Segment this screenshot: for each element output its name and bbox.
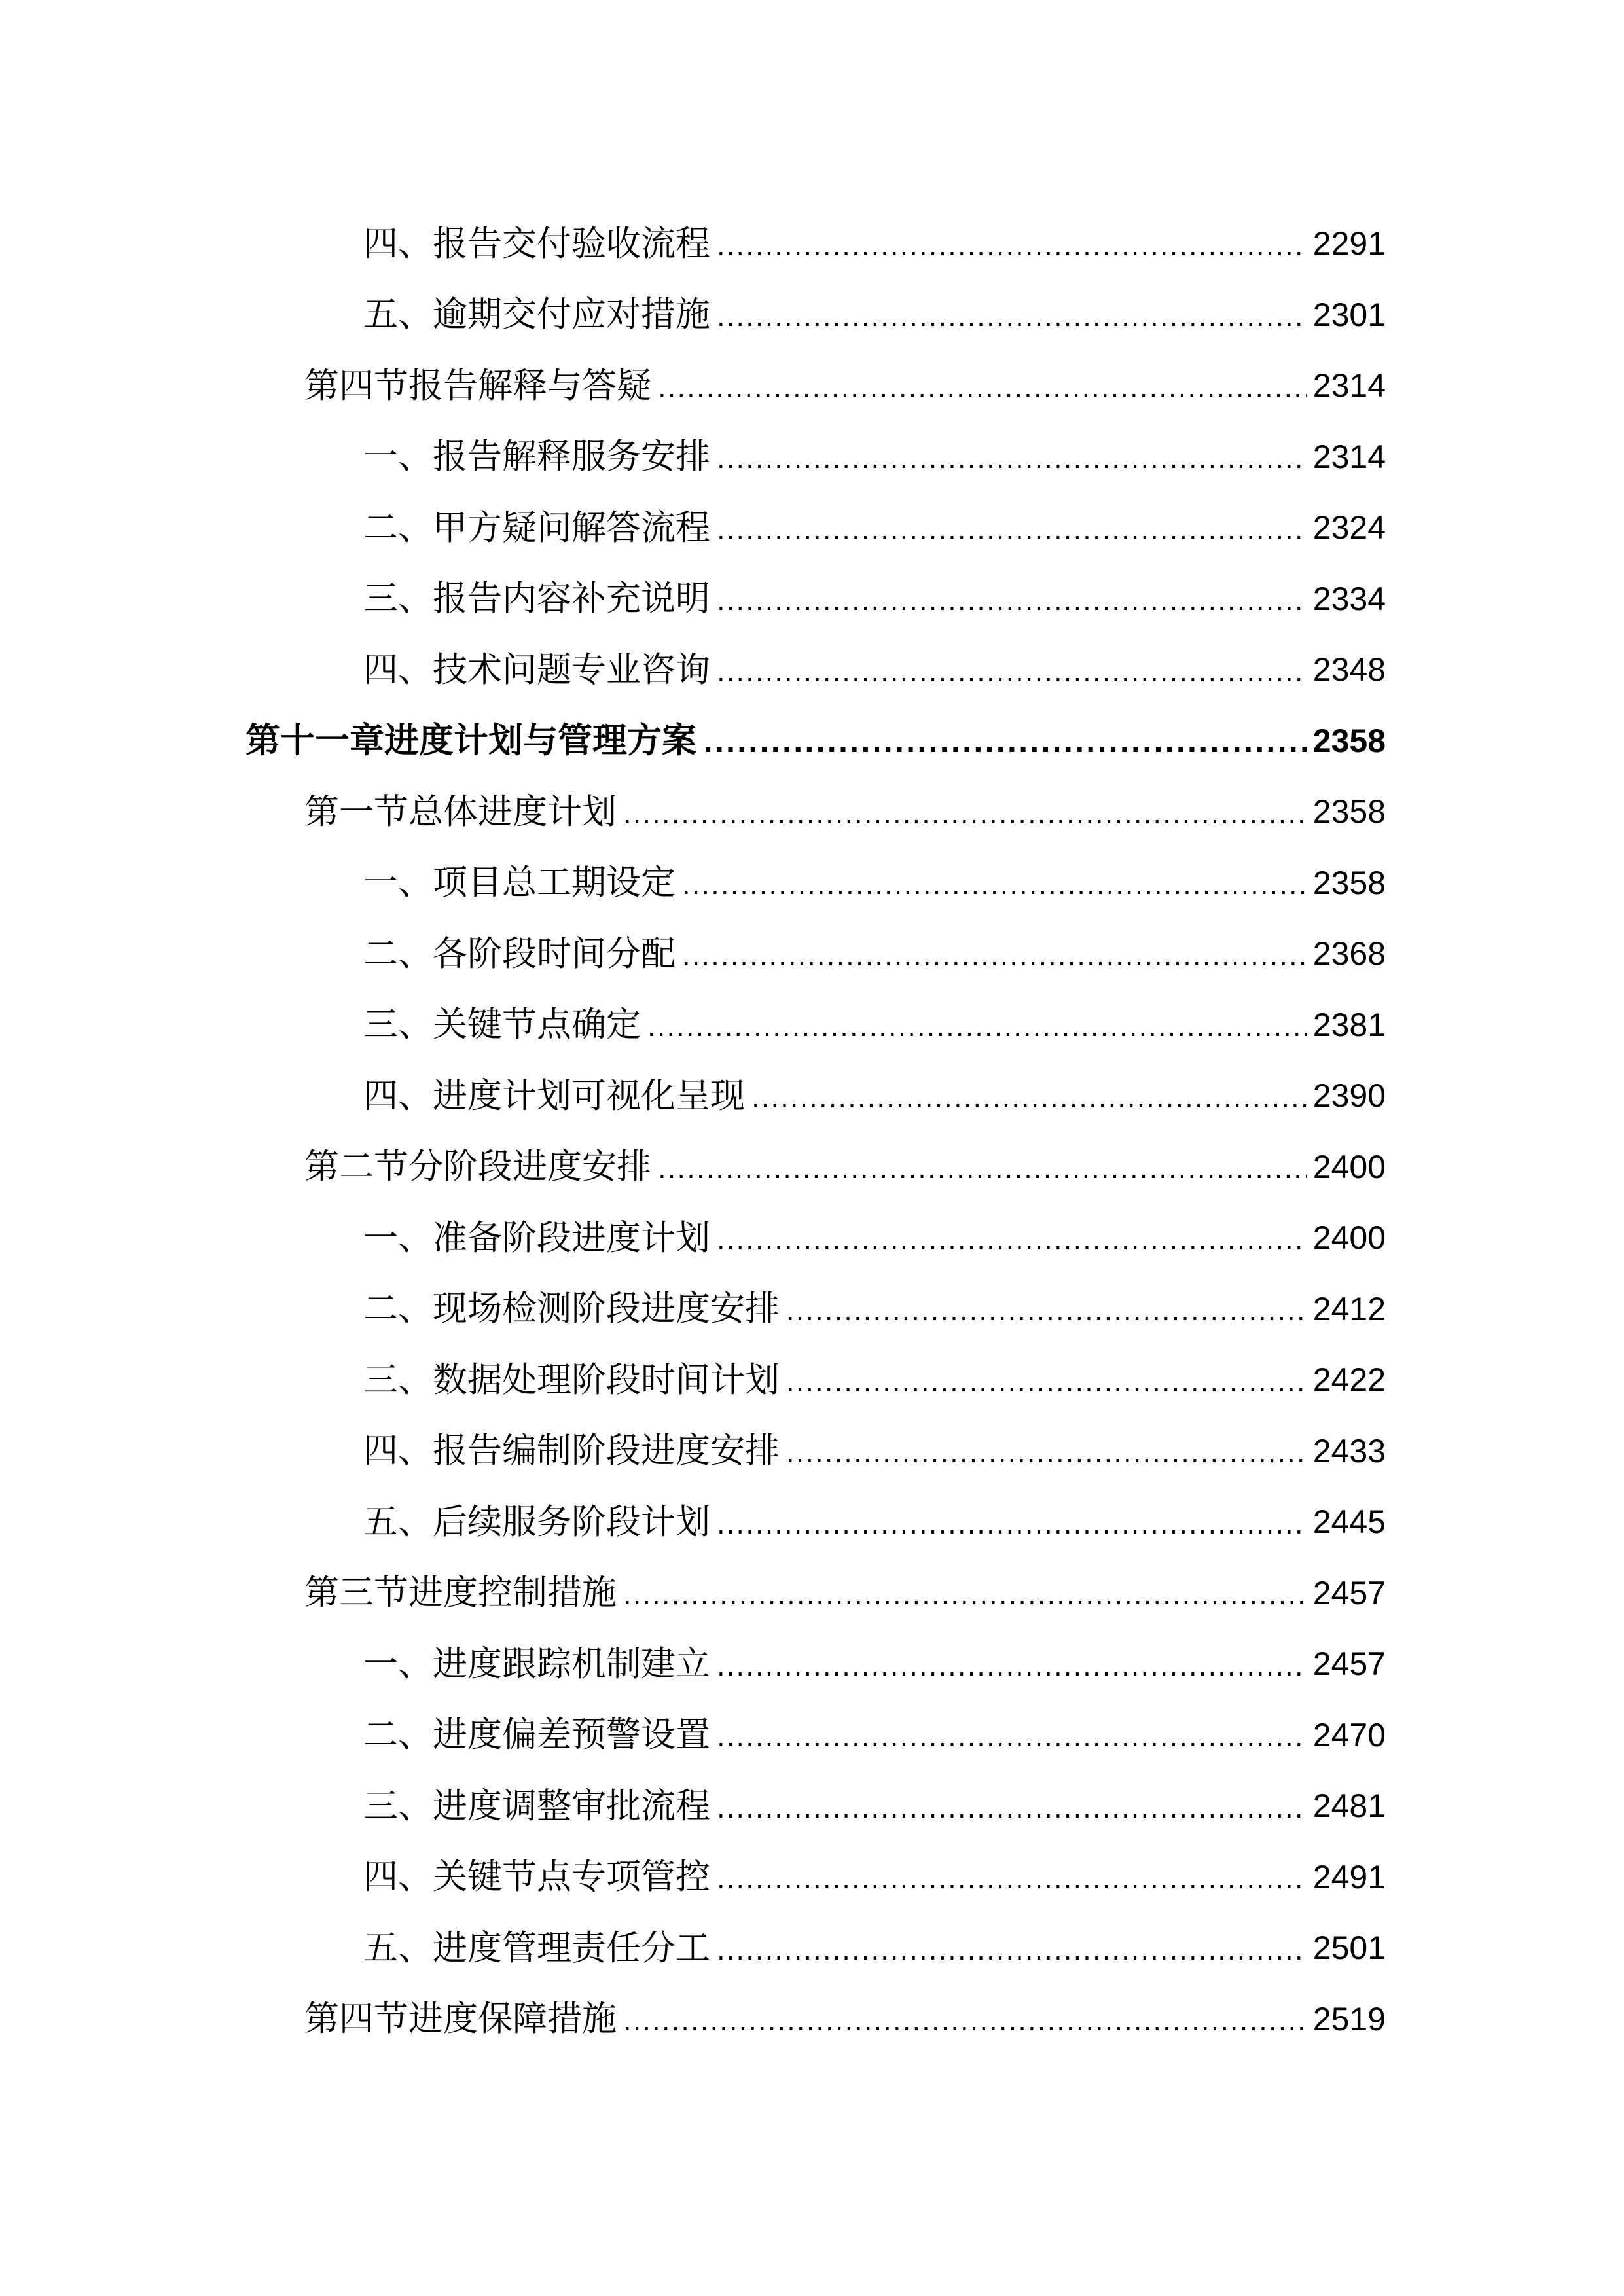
toc-entry-section[interactable] [0, 776, 1624, 848]
toc-entry-item[interactable] [0, 1842, 1624, 1913]
toc-entry-title: 一、准备阶段进度计划 [363, 1217, 710, 1258]
toc-dot-leader [658, 376, 1307, 422]
toc-entry-title: 第二节分阶段进度安排 [304, 1147, 651, 1187]
toc-page-number: 2412 [1312, 1290, 1386, 1327]
toc-entry-item[interactable] [0, 848, 1624, 919]
toc-entry-title: 五、逾期交付应对措施 [363, 295, 710, 335]
toc-dot-leader [717, 1654, 1307, 1700]
toc-entry-item[interactable] [0, 564, 1624, 635]
toc-entry-title: 四、关键节点专项管控 [363, 1857, 710, 1897]
toc-page-number: 2519 [1312, 2000, 1386, 2037]
toc-entry-item[interactable] [0, 279, 1624, 351]
toc-page-number: 2348 [1312, 651, 1386, 689]
toc-page-number: 2314 [1312, 438, 1386, 475]
table-of-contents [0, 208, 1624, 2054]
toc-entry-item[interactable] [0, 492, 1624, 564]
toc-dot-leader [703, 730, 1307, 776]
toc-page-number: 2291 [1312, 225, 1386, 262]
toc-dot-leader [623, 1583, 1307, 1628]
toc-entry-title: 二、现场检测阶段进度安排 [363, 1289, 780, 1329]
toc-entry-title: 一、进度跟踪机制建立 [363, 1643, 710, 1684]
toc-entry-section[interactable] [0, 1984, 1624, 2055]
toc-dot-leader [717, 304, 1307, 350]
toc-page-number: 2457 [1312, 1574, 1386, 1611]
toc-dot-leader [623, 2009, 1307, 2054]
toc-page-number: 2481 [1312, 1787, 1386, 1825]
toc-page-number: 2324 [1312, 509, 1386, 547]
toc-page-number: 2381 [1312, 1006, 1386, 1043]
toc-entry-item[interactable] [0, 208, 1624, 279]
toc-dot-leader [786, 1370, 1307, 1416]
toc-page-number: 2368 [1312, 935, 1386, 973]
toc-page-number: 2390 [1312, 1077, 1386, 1115]
toc-entry-title: 一、报告解释服务安排 [363, 437, 710, 477]
toc-dot-leader [717, 1867, 1307, 1912]
toc-entry-section[interactable] [0, 1558, 1624, 1629]
toc-dot-leader [647, 1014, 1307, 1060]
toc-entry-item[interactable] [0, 1060, 1624, 1132]
toc-page-number: 2457 [1312, 1645, 1386, 1683]
toc-entry-title: 第十一章进度计划与管理方案 [245, 721, 696, 761]
toc-entry-title: 四、技术问题专业咨询 [363, 649, 710, 690]
toc-entry-item[interactable] [0, 1274, 1624, 1345]
toc-page-number: 2301 [1312, 296, 1386, 333]
toc-entry-title: 五、后续服务阶段计划 [363, 1501, 710, 1542]
toc-entry-title: 二、进度偏差预警设置 [363, 1715, 710, 1755]
toc-page-number: 2433 [1312, 1432, 1386, 1469]
toc-dot-leader [717, 660, 1307, 706]
toc-entry-chapter[interactable] [0, 706, 1624, 777]
toc-entry-title: 第四节进度保障措施 [304, 1999, 617, 2039]
toc-entry-title: 第三节进度控制措施 [304, 1573, 617, 1613]
toc-dot-leader [717, 1512, 1307, 1558]
toc-page-number: 2358 [1312, 864, 1386, 901]
toc-page-number: 2491 [1312, 1858, 1386, 1895]
toc-entry-item[interactable] [0, 1202, 1624, 1274]
toc-dot-leader [717, 1938, 1307, 1984]
toc-dot-leader [682, 944, 1307, 990]
toc-dot-leader [623, 802, 1307, 848]
toc-entry-item[interactable] [0, 918, 1624, 990]
toc-entry-title: 三、报告内容补充说明 [363, 579, 710, 619]
toc-entry-section[interactable] [0, 350, 1624, 422]
toc-entry-title: 四、进度计划可视化呈现 [363, 1075, 745, 1116]
toc-entry-title: 四、报告交付验收流程 [363, 223, 710, 264]
toc-dot-leader [682, 872, 1307, 918]
toc-dot-leader [658, 1157, 1307, 1202]
toc-dot-leader [717, 588, 1307, 634]
toc-entry-item[interactable] [0, 1700, 1624, 1771]
toc-entry-item[interactable] [0, 1628, 1624, 1700]
toc-page-number: 2501 [1312, 1929, 1386, 1967]
toc-page-number: 2358 [1312, 722, 1386, 759]
toc-entry-item[interactable] [0, 1344, 1624, 1416]
toc-page-number: 2334 [1312, 580, 1386, 617]
toc-entry-item[interactable] [0, 1912, 1624, 1984]
toc-page-number: 2314 [1312, 367, 1386, 404]
toc-entry-title: 二、各阶段时间分配 [363, 933, 676, 974]
toc-entry-title: 一、项目总工期设定 [363, 863, 676, 903]
toc-entry-item[interactable] [0, 990, 1624, 1061]
toc-dot-leader [786, 1299, 1307, 1344]
toc-entry-title: 三、关键节点确定 [363, 1005, 641, 1045]
toc-entry-title: 第四节报告解释与答疑 [304, 365, 651, 406]
toc-page-number: 2422 [1312, 1361, 1386, 1399]
toc-entry-title: 五、进度管理责任分工 [363, 1928, 710, 1968]
toc-dot-leader [751, 1086, 1307, 1132]
toc-dot-leader [717, 234, 1307, 279]
toc-entry-item[interactable] [0, 422, 1624, 493]
toc-entry-title: 四、报告编制阶段进度安排 [363, 1431, 780, 1471]
toc-entry-item[interactable] [0, 1416, 1624, 1487]
toc-dot-leader [717, 1725, 1307, 1770]
toc-page-number: 2400 [1312, 1148, 1386, 1185]
toc-dot-leader [717, 446, 1307, 492]
toc-entry-item[interactable] [0, 634, 1624, 706]
toc-dot-leader [717, 1796, 1307, 1842]
toc-entry-title: 第一节总体进度计划 [304, 791, 617, 832]
toc-dot-leader [786, 1441, 1307, 1486]
toc-page-number: 2400 [1312, 1219, 1386, 1257]
toc-entry-title: 三、数据处理阶段时间计划 [363, 1359, 780, 1400]
toc-entry-title: 二、甲方疑问解答流程 [363, 507, 710, 548]
toc-dot-leader [717, 518, 1307, 564]
toc-entry-title: 三、进度调整审批流程 [363, 1785, 710, 1826]
toc-dot-leader [717, 1228, 1307, 1274]
toc-page-number: 2445 [1312, 1503, 1386, 1541]
toc-entry-item[interactable] [0, 1486, 1624, 1558]
toc-entry-section[interactable] [0, 1132, 1624, 1203]
toc-page-number: 2358 [1312, 793, 1386, 831]
toc-entry-item[interactable] [0, 1770, 1624, 1842]
toc-page-number: 2470 [1312, 1716, 1386, 1753]
